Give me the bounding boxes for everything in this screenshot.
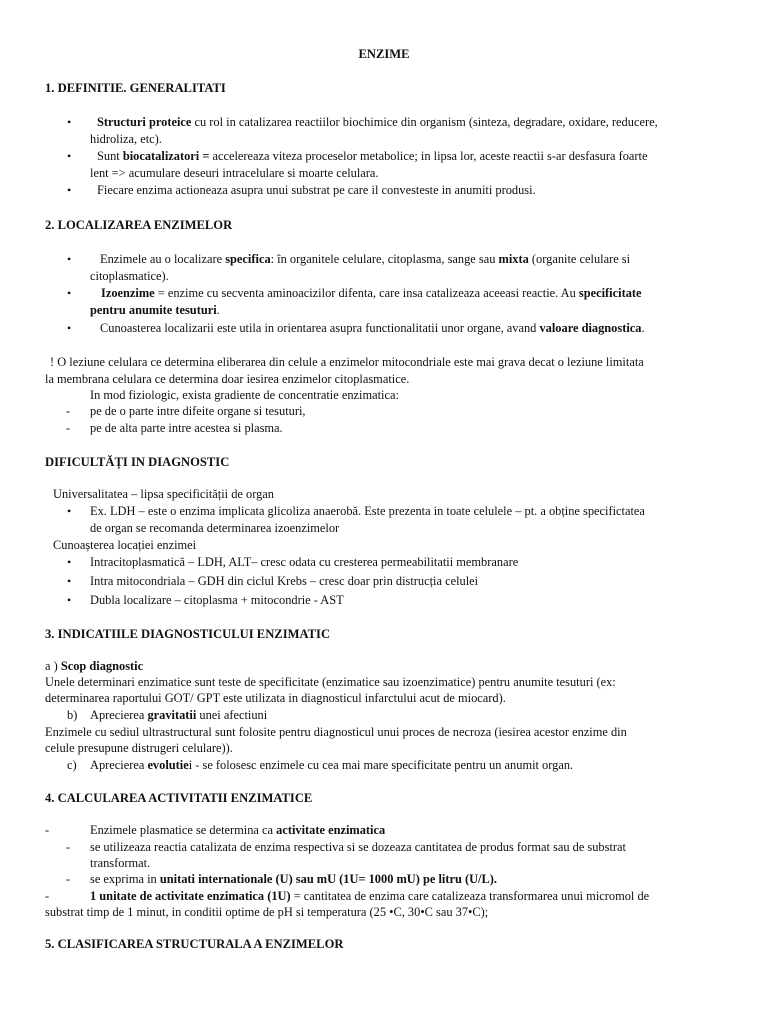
dif-line-2: Cunoașterea locației enzimei — [53, 538, 197, 552]
dash-marker: - — [66, 404, 71, 418]
dash-marker: - — [45, 889, 50, 903]
s4-subdash-1-line-2: transformat. — [90, 856, 151, 870]
bullet-marker: • — [67, 252, 72, 266]
dash-marker: - — [66, 872, 71, 886]
s2-dash-1: pe de o parte intre difeite organe si tesuturi, — [90, 404, 306, 418]
bullet-marker: • — [67, 183, 72, 197]
s3-a-line-1: Unele determinari enzimatice sunt teste de specificitate (enzimatice sau izoenzimatice) pentru anumite tesuturi (ex: — [45, 675, 616, 689]
bullet-marker: • — [67, 555, 72, 569]
section-1-heading: 1. DEFINITIE. GENERALITATI — [45, 81, 226, 95]
s3-a-label: a ) Scop diagnostic — [45, 659, 144, 673]
s4-subdash-2: se exprima in unitati internationale (U) sau mU (1U= 1000 mU) pe litru (U/L). — [90, 872, 497, 886]
s3-a-line-2: determinarea raportului GOT/ GPT este utilizata in diagnosticul infarctului acut de miocard). — [45, 691, 506, 705]
page-title: ENZIME — [358, 47, 410, 61]
s3-c-marker: c) — [67, 758, 77, 772]
s3-b-line-1: Enzimele cu sediul ultrastructural sunt folosite pentru diagnosticul unui proces de necroza (iesirea acestor enzime din — [45, 725, 627, 739]
s4-dash-1: Enzimele plasmatice se determina ca activitate enzimatica — [90, 823, 386, 837]
dash-marker: - — [45, 823, 50, 837]
s2-bullet-2-line-1: Izoenzime = enzime cu secventa aminoacizilor difenta, care insa catalizeaza aceeasi reactie. Au specificitate — [101, 286, 642, 300]
s2-bullet-2-line-2: pentru anumite tesuturi. — [90, 303, 220, 317]
s1-bullet-1-line-2: hidroliza, etc). — [90, 132, 162, 146]
dif-bullet-1-line-1: Ex. LDH – este o enzima implicata glicoliza anaerobă. Este prezenta in toate celulele – pt. a obține specifictatea — [90, 504, 645, 518]
bullet-marker: • — [67, 504, 72, 518]
bullet-marker: • — [67, 115, 72, 129]
bullet-marker: • — [67, 149, 72, 163]
dash-marker: - — [66, 840, 71, 854]
s2-note-line-1: ! O leziune celulara ce determina eliberarea din celule a enzimelor mitocondriale este mai grava decat o leziune limitata — [50, 355, 644, 369]
s1-bullet-2-line-1: Sunt biocatalizatori = accelereaza viteza proceselor metabolice; in lipsa lor, aceste reactii s-ar desfasura foarte — [97, 149, 648, 163]
dash-marker: - — [66, 421, 71, 435]
bullet-marker: • — [67, 321, 72, 335]
s3-b-marker: b) — [67, 708, 78, 722]
s1-bullet-1-line-1: Structuri proteice cu rol in catalizarea reactiilor biochimice din organism (sinteza, degradare, oxidare, reducere, — [97, 115, 658, 129]
section-2-heading: 2. LOCALIZAREA ENZIMELOR — [45, 218, 233, 232]
s2-bullet-1-line-1: Enzimele au o localizare specifica: în organitele celulare, citoplasma, sange sau mixta (organite celulare si — [100, 252, 631, 266]
s4-subdash-1-line-1: se utilizeaza reactia catalizata de enzima respectiva si se dozeaza cantitatea de produs format sau de substrat — [90, 840, 626, 854]
section-3-heading: 3. INDICATIILE DIAGNOSTICULUI ENZIMATIC — [45, 627, 331, 641]
s2-dash-2: pe de alta parte intre acestea si plasma. — [90, 421, 283, 435]
dif-bullet-2: Intracitoplasmatică – LDH, ALT– cresc odata cu cresterea permeabilitatii membranare — [90, 555, 519, 569]
s3-b-line-2: celule presupune distrugeri celulare)). — [45, 741, 233, 755]
dif-bullet-3: Intra mitocondriala – GDH din ciclul Krebs – cresc doar prin distrucția celulei — [90, 574, 479, 588]
s4-dash-2-line-2: substrat timp de 1 minut, in conditii optime de pH si temperatura (25 •C, 30•C sau 37•C); — [45, 905, 489, 919]
s3-c-title: Aprecierea evolutiei - se folosesc enzimele cu cea mai mare specificitate pentru un anumit organ. — [90, 758, 574, 772]
s4-dash-2-line-1: 1 unitate de activitate enzimatica (1U) = cantitatea de enzima care catalizeaza transformarea unui micromol de — [90, 889, 650, 903]
s2-note-line-3: In mod fiziologic, exista gradiente de concentratie enzimatica: — [90, 388, 399, 402]
s3-b-title: Aprecierea gravitatii unei afectiuni — [90, 708, 268, 722]
dif-line-1: Universalitatea – lipsa specificității de organ — [53, 487, 275, 501]
s2-bullet-3: Cunoasterea localizarii este utila in orientarea asupra functionalitatii unor organe, avand valoare diagnostica. — [100, 321, 645, 335]
bullet-marker: • — [67, 593, 72, 607]
s1-bullet-2-line-2: lent => acumulare deseuri intracelulare si moarte celulara. — [90, 166, 379, 180]
dif-bullet-4: Dubla localizare – citoplasma + mitocondrie - AST — [90, 593, 344, 607]
bullet-marker: • — [67, 286, 72, 300]
section-5-heading: 5. CLASIFICAREA STRUCTURALA A ENZIMELOR — [45, 937, 344, 951]
bullet-marker: • — [67, 574, 72, 588]
dif-bullet-1-line-2: de organ se recomanda determinarea izoenzimelor — [90, 521, 340, 535]
section-4-heading: 4. CALCULAREA ACTIVITATII ENZIMATICE — [45, 791, 313, 805]
s2-bullet-1-line-2: citoplasmatice). — [90, 269, 169, 283]
s2-note-line-2: la membrana celulara ce determina doar iesirea enzimelor citoplasmatice. — [45, 372, 410, 386]
s1-bullet-3: Fiecare enzima actioneaza asupra unui substrat pe care il convesteste in anumiti produsi. — [97, 183, 536, 197]
difficulties-heading: DIFICULTĂȚI IN DIAGNOSTIC — [45, 455, 230, 469]
